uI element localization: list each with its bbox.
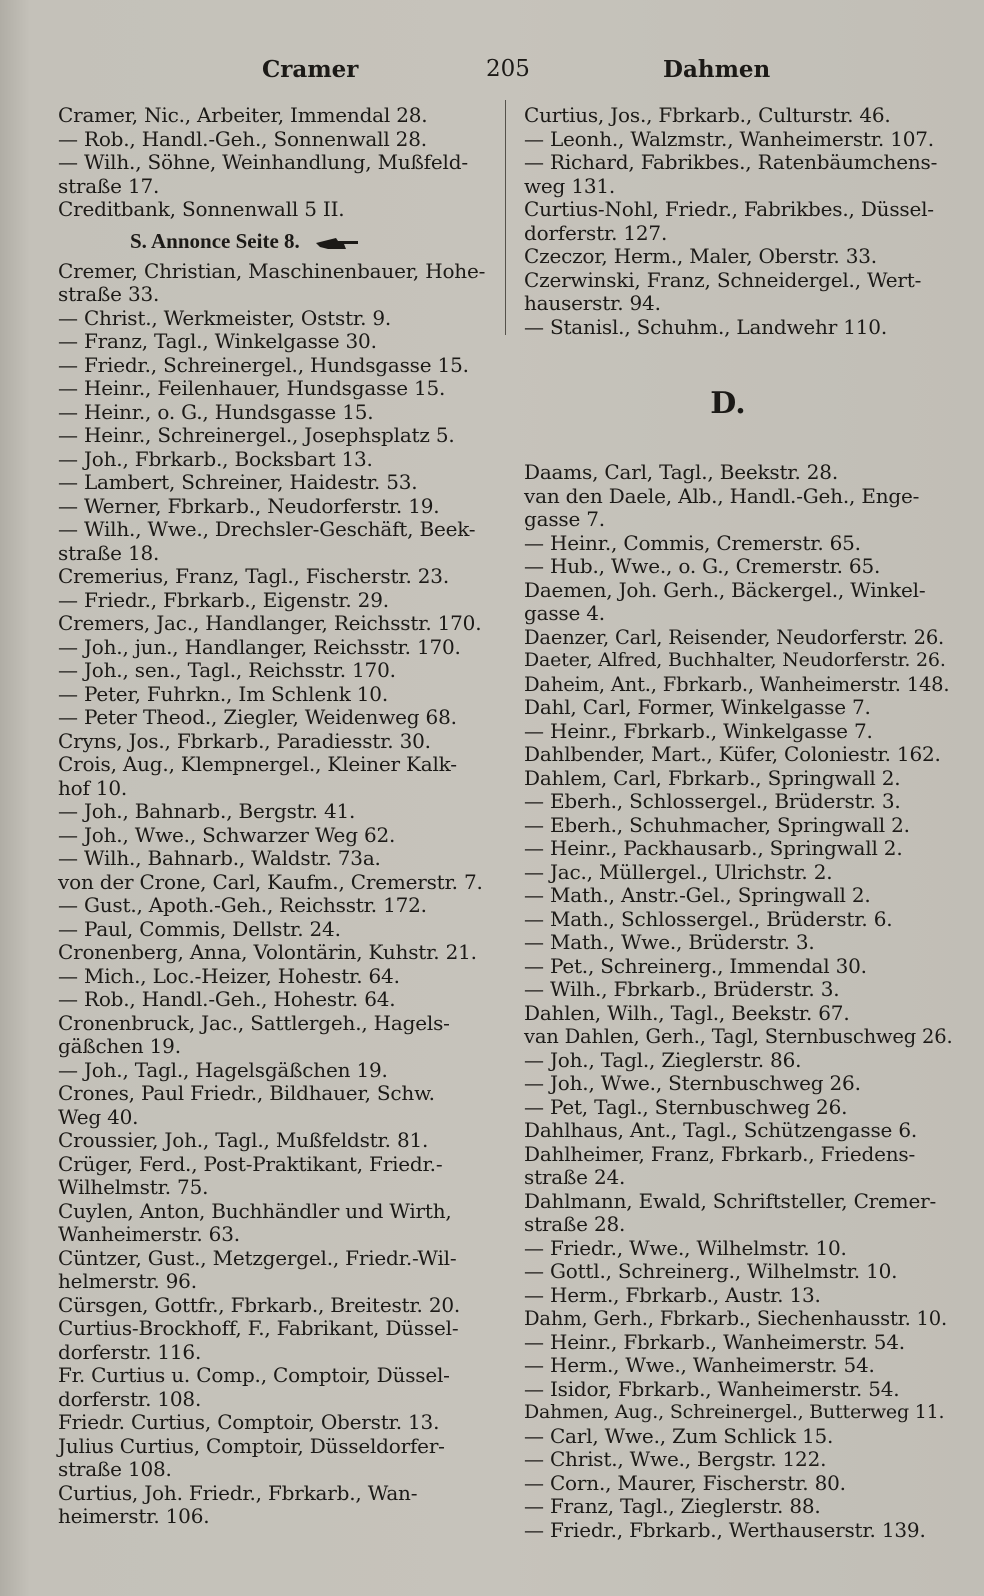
directory-entry-line: — Pet, Tagl., Sternbuschweg 26. [524, 1094, 848, 1119]
annonce-text: S. Annonce Seite 8. [130, 228, 300, 253]
directory-entry-line: — Math., Anstr.-Gel., Springwall 2. [524, 883, 871, 907]
directory-entry-line: Dahlheimer, Franz, Fbrkarb., Friedens- [524, 1141, 916, 1166]
directory-entry-line: — Peter Theod., Ziegler, Weidenweg 68. [58, 705, 457, 729]
directory-entry-line: Crones, Paul Friedr., Bildhauer, Schw. [58, 1081, 435, 1105]
directory-entry-line: weg 131. [524, 173, 616, 198]
directory-entry-line: — Franz, Tagl., Zieglerstr. 88. [524, 1494, 821, 1518]
directory-entry-line: Czeczor, Herm., Maler, Oberstr. 33. [524, 244, 877, 268]
directory-entry-line: — Joh., jun., Handlanger, Reichsstr. 170. [58, 634, 461, 659]
directory-entry-line: straße 18. [58, 540, 160, 565]
directory-entry-line: — Peter, Fuhrkn., Im Schlenk 10. [58, 681, 388, 706]
directory-entry-line: — Carl, Wwe., Zum Schlick 15. [524, 1423, 834, 1448]
directory-entry-line: Cuylen, Anton, Buchhändler und Wirth, [58, 1198, 452, 1223]
directory-entry-line: Daeter, Alfred, Buchhalter, Neudorferstr. 26. [524, 649, 946, 671]
directory-entry-line: — Heinr., Feilenhauer, Hundsgasse 15. [58, 376, 446, 400]
directory-entry-line: — Mich., Loc.-Heizer, Hohestr. 64. [58, 963, 400, 988]
directory-entry-line: Dahm, Gerh., Fbrkarb., Siechenhausstr. 10. [524, 1307, 947, 1330]
directory-entry-line: — Heinr., Commis, Cremerstr. 65. [524, 530, 861, 555]
directory-entry-line: Crois, Aug., Klempnergel., Kleiner Kalk- [58, 752, 457, 776]
directory-entry-line: van Dahlen, Gerh., Tagl, Sternbuschweg 26. [524, 1025, 953, 1048]
directory-entry-line: heimerstr. 106. [58, 1504, 210, 1528]
directory-entry-line: — Joh., Fbrkarb., Bocksbart 13. [58, 446, 373, 471]
directory-entry-line: Dahlen, Wilh., Tagl., Beekstr. 67. [524, 1000, 850, 1025]
directory-entry-line: — Rob., Handl.-Geh., Sonnenwall 28. [58, 126, 427, 151]
directory-entry-line: — Paul, Commis, Dellstr. 24. [58, 916, 341, 941]
directory-entry-line: — Wilh., Söhne, Weinhandlung, Mußfeld- [58, 150, 468, 174]
directory-entry-line: Cürsgen, Gottfr., Fbrkarb., Breitestr. 20. [58, 1292, 461, 1317]
directory-entry-line: — Heinr., Packhausarb., Springwall 2. [524, 836, 903, 860]
directory-entry-line: Creditbank, Sonnenwall 5 II. [58, 197, 345, 221]
directory-entry-line: helmerstr. 96. [58, 1269, 197, 1293]
directory-entry-line: — Hub., Wwe., o. G., Cremerstr. 65. [524, 554, 881, 578]
directory-entry-line: straße 33. [58, 282, 160, 306]
directory-entry-line: Croussier, Joh., Tagl., Mußfeldstr. 81. [58, 1128, 429, 1152]
directory-entry-line: gasse 7. [524, 507, 605, 531]
directory-entry-line: hof 10. [58, 775, 128, 800]
header-left-keyword: Cramer [262, 56, 359, 83]
directory-entry-line: Wilhelmstr. 75. [58, 1175, 209, 1199]
left-column [58, 104, 496, 1529]
directory-entry-line: — Joh., Tagl., Hagelsgäßchen 19. [58, 1057, 388, 1082]
directory-entry-line: dorferstr. 127. [524, 220, 668, 245]
directory-entry-line: — Heinr., Schreinergel., Josephsplatz 5. [58, 423, 455, 447]
directory-entry-line: Julius Curtius, Comptoir, Düsseldorfer- [58, 1433, 445, 1458]
directory-entry-line: — Gottl., Schreinerg., Wilhelmstr. 10. [524, 1259, 898, 1283]
right-column [524, 104, 952, 1542]
directory-entry-line: straße 24. [524, 1165, 626, 1189]
directory-entry-line: — Friedr., Wwe., Wilhelmstr. 10. [524, 1235, 847, 1260]
directory-entry-line: dorferstr. 108. [58, 1386, 202, 1411]
directory-entry-line: Wanheimerstr. 63. [58, 1222, 240, 1246]
directory-entry-line: von der Crone, Carl, Kaufm., Cremerstr. 7. [58, 869, 483, 894]
directory-entry-line: Curtius, Jos., Fbrkarb., Culturstr. 46. [524, 103, 891, 127]
directory-entry-line: — Rob., Handl.-Geh., Hohestr. 64. [58, 987, 396, 1011]
directory-entry-line: — Eberh., Schuhmacher, Springwall 2. [524, 812, 910, 837]
directory-entry-line: — Richard, Fabrikbes., Ratenbäumchens- [524, 150, 938, 174]
directory-entry-line: Curtius-Brockhoff, F., Fabrikant, Düssel- [58, 1316, 459, 1340]
directory-entry-line: — Eberh., Schlossergel., Brüderstr. 3. [524, 789, 901, 813]
directory-entry-line: — Herm., Wwe., Wanheimerstr. 54. [524, 1353, 875, 1377]
directory-entry-line: Cremer, Christian, Maschinenbauer, Hohe- [58, 258, 486, 283]
directory-entry-line: gasse 4. [524, 601, 605, 625]
directory-entry-line: Daheim, Ant., Fbrkarb., Wanheimerstr. 148. [524, 672, 950, 696]
directory-entry-line: Curtius-Nohl, Friedr., Fabrikbes., Düssel- [524, 197, 934, 221]
directory-entry-line: Dahlem, Carl, Fbrkarb., Springwall 2. [524, 765, 901, 790]
directory-entry-line: — Math., Schlossergel., Brüderstr. 6. [524, 906, 893, 931]
directory-entry-line: Crüger, Ferd., Post-Praktikant, Friedr.- [58, 1151, 443, 1176]
directory-entry-line: Dahlmann, Ewald, Schriftsteller, Cremer- [524, 1188, 937, 1213]
directory-entry-line: — Joh., Bahnarb., Bergstr. 41. [58, 799, 356, 823]
directory-entry-line: Dahmen, Aug., Schreinergel., Butterweg 11. [524, 1401, 945, 1423]
directory-entry-line: Cremerius, Franz, Tagl., Fischerstr. 23. [58, 564, 449, 588]
directory-entry-line: Czerwinski, Franz, Schneidergel., Wert- [524, 267, 922, 292]
directory-entry-line: straße 28. [524, 1212, 626, 1236]
annonce-notice [58, 225, 496, 257]
right-column-top-entries [524, 104, 952, 339]
directory-entry-line: — Isidor, Fbrkarb., Wanheimerstr. 54. [524, 1376, 900, 1401]
directory-entry-line: Fr. Curtius u. Comp., Comptoir, Düssel- [58, 1363, 450, 1387]
directory-entry-line: — Jac., Müllergel., Ulrichstr. 2. [524, 859, 833, 884]
directory-entry-line: — Wilh., Fbrkarb., Brüderstr. 3. [524, 977, 840, 1001]
directory-entry-line: Dahl, Carl, Former, Winkelgasse 7. [524, 695, 871, 719]
directory-entry-line: — Heinr., o. G., Hundsgasse 15. [58, 399, 374, 424]
directory-entry-line: Cüntzer, Gust., Metzgergel., Friedr.-Wil- [58, 1245, 457, 1270]
directory-entry-line: — Stanisl., Schuhm., Landwehr 110. [524, 314, 887, 339]
directory-entry-line: — Joh., Wwe., Schwarzer Weg 62. [58, 822, 396, 847]
directory-entry-line: — Lambert, Schreiner, Haidestr. 53. [58, 470, 418, 494]
directory-entry-line: — Werner, Fbrkarb., Neudorferstr. 19. [58, 493, 440, 518]
page-number: 205 [486, 56, 530, 82]
directory-entry-line: — Friedr., Fbrkarb., Werthauserstr. 139. [524, 1517, 926, 1542]
directory-entry-line: — Heinr., Fbrkarb., Winkelgasse 7. [524, 718, 873, 743]
header-right-keyword: Dahmen [663, 56, 771, 83]
directory-entry-line: — Corn., Maurer, Fischerstr. 80. [524, 1470, 846, 1495]
directory-entry-line: — Leonh., Walzmstr., Wanheimerstr. 107. [524, 126, 934, 151]
directory-entry-line: — Wilh., Bahnarb., Waldstr. 73a. [58, 846, 381, 870]
directory-entry-line: — Christ., Wwe., Bergstr. 122. [524, 1447, 827, 1471]
directory-entry-line: hauserstr. 94. [524, 291, 661, 315]
directory-entry-line: Dahlbender, Mart., Küfer, Coloniestr. 162. [524, 742, 941, 766]
directory-entry-line: straße 17. [58, 173, 160, 198]
directory-entry-line: Cronenbruck, Jac., Sattlergeh., Hagels- [58, 1010, 450, 1035]
directory-entry-line: straße 108. [58, 1457, 172, 1481]
directory-entry-line: Daenzer, Carl, Reisender, Neudorferstr. 26. [524, 625, 945, 649]
directory-entry-line: Weg 40. [58, 1104, 139, 1129]
directory-entry-line: gäßchen 19. [58, 1034, 181, 1058]
directory-entry-line: Daemen, Joh. Gerh., Bäckergel., Winkel- [524, 577, 926, 602]
directory-entry-line: Curtius, Joh. Friedr., Fbrkarb., Wan- [58, 1480, 418, 1505]
directory-entry-line: Friedr. Curtius, Comptoir, Oberstr. 13. [58, 1410, 440, 1434]
directory-entry-line: — Joh., sen., Tagl., Reichsstr. 170. [58, 658, 396, 682]
directory-entry-line: — Math., Wwe., Brüderstr. 3. [524, 930, 815, 954]
directory-entry-line: dorferstr. 116. [58, 1339, 202, 1364]
directory-entry-line: — Friedr., Fbrkarb., Eigenstr. 29. [58, 587, 389, 612]
directory-entry-line: — Herm., Fbrkarb., Austr. 13. [524, 1282, 821, 1307]
right-column-bottom-entries [524, 461, 952, 1542]
directory-entry-line: — Heinr., Fbrkarb., Wanheimerstr. 54. [524, 1329, 905, 1354]
directory-entry-line: — Christ., Werkmeister, Oststr. 9. [58, 305, 392, 330]
directory-entry-line: Cryns, Jos., Fbrkarb., Paradiesstr. 30. [58, 728, 431, 753]
directory-entry-line: Cremers, Jac., Handlanger, Reichsstr. 170. [58, 611, 482, 635]
pointing-hand-icon [314, 235, 360, 251]
directory-entry-line: — Franz, Tagl., Winkelgasse 30. [58, 329, 377, 353]
directory-entry-line: Dahlhaus, Ant., Tagl., Schützengasse 6. [524, 1118, 918, 1142]
directory-entry-line: Daams, Carl, Tagl., Beekstr. 28. [524, 460, 838, 484]
directory-entry-line: — Wilh., Wwe., Drechsler-Geschäft, Beek- [58, 517, 476, 541]
directory-entry-line: — Joh., Wwe., Sternbuschweg 26. [524, 1071, 861, 1095]
directory-entry-line: — Joh., Tagl., Zieglerstr. 86. [524, 1047, 802, 1072]
directory-entry-line: van den Daele, Alb., Handl.-Geh., Enge- [524, 483, 920, 508]
section-letter: D. [710, 386, 746, 421]
directory-entry-line: Cronenberg, Anna, Volontärin, Kuhstr. 21. [58, 940, 477, 964]
directory-entry-line: Cramer, Nic., Arbeiter, Immendal 28. [58, 103, 428, 127]
directory-entry-line: — Friedr., Schreinergel., Hundsgasse 15. [58, 352, 469, 377]
directory-entry-line: — Gust., Apoth.-Geh., Reichsstr. 172. [58, 893, 427, 917]
directory-entry-line: — Pet., Schreinerg., Immendal 30. [524, 953, 867, 978]
column-divider [505, 100, 506, 335]
